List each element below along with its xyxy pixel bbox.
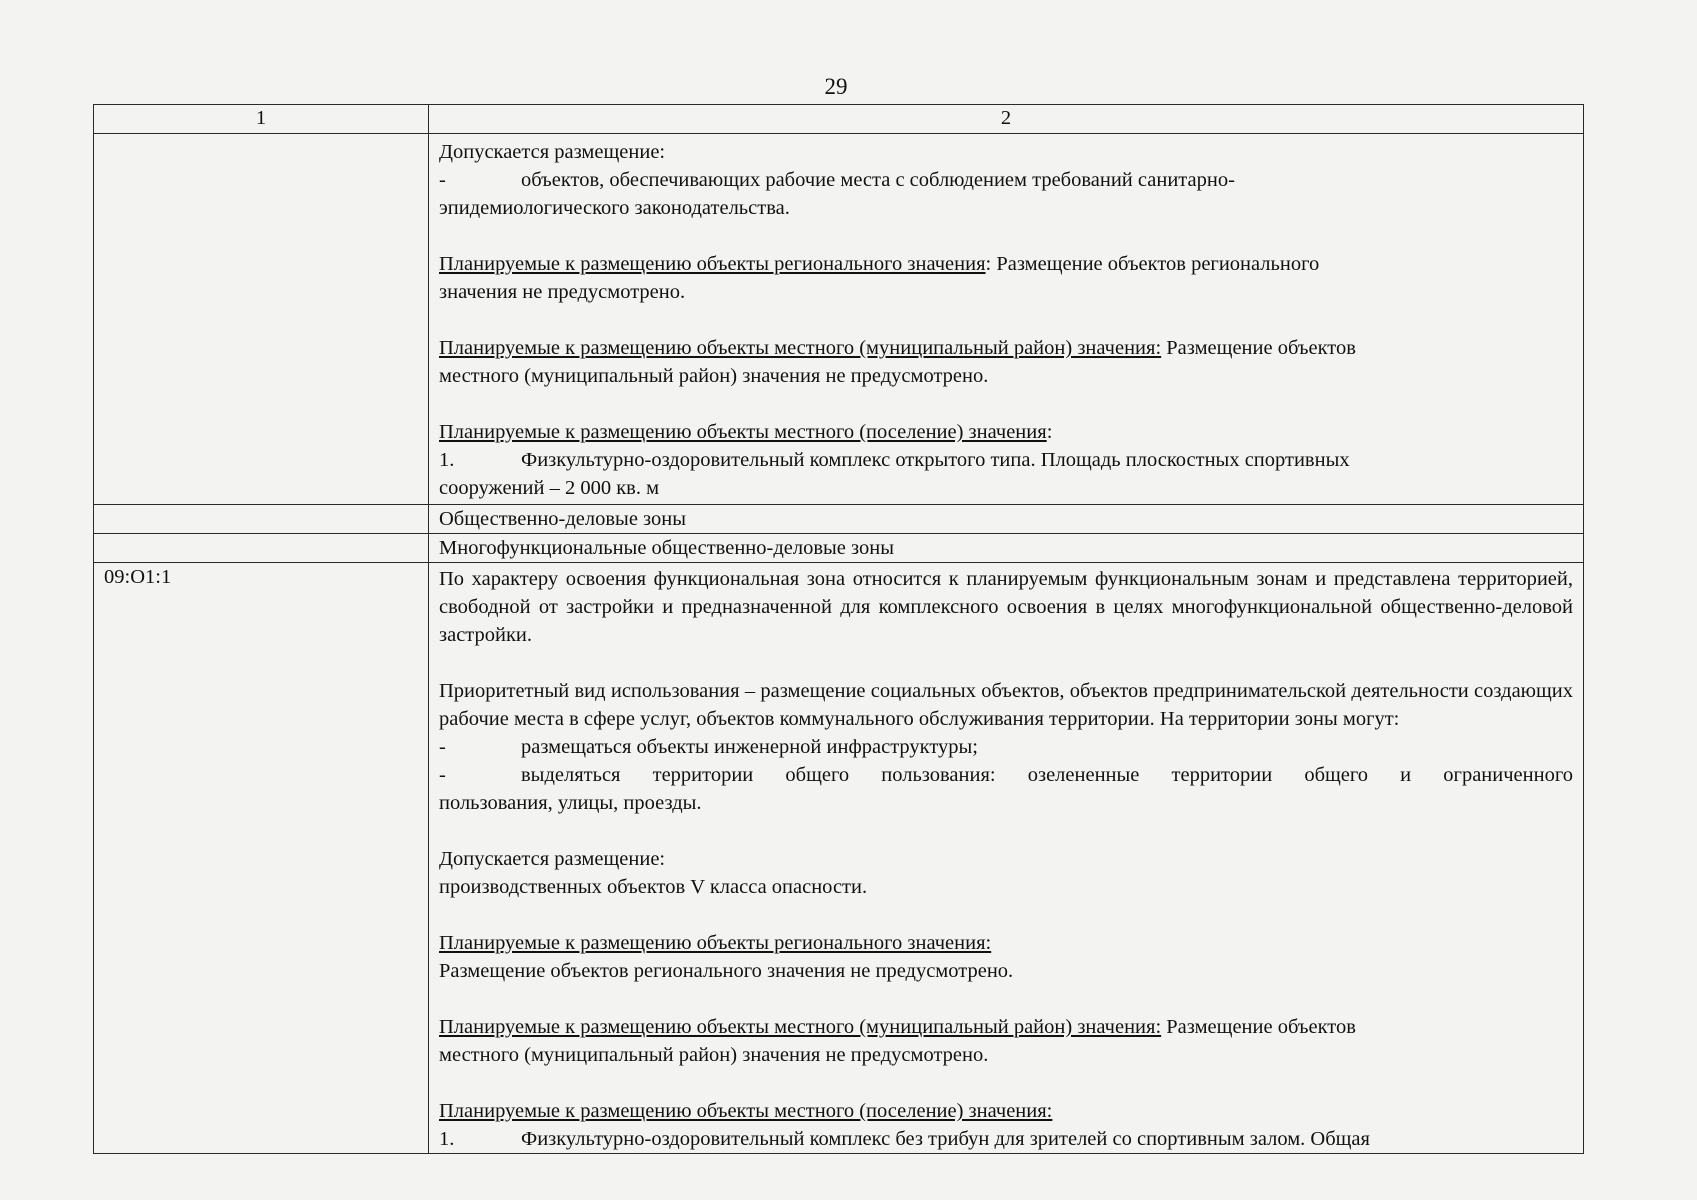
list-text: выделяться территории общего пользования: озелененные территории общего и ограниченного <box>521 764 1573 786</box>
allowed-title: Допускается размещение: <box>439 848 666 870</box>
paragraph-priority-use: Приоритетный вид использования – размещение социальных объектов, объектов предпринимательской деятельности создающих рабочие места в сфере услуг, объектов коммунального обслуживания территории. На территории зоны могут: <box>439 680 1573 730</box>
municipal-paragraph <box>439 334 1573 362</box>
zones-table <box>93 104 1584 1154</box>
settlement-paragraph <box>439 418 1573 446</box>
list-marker: - <box>439 736 446 758</box>
section-title-multifunctional: Многофункциональные общественно-деловые зоны <box>429 534 1584 563</box>
table-row <box>94 505 1584 534</box>
municipal-text-continuation: местного (муниципальный район) значения не предусмотрено. <box>439 1044 989 1066</box>
list-item <box>439 761 1573 789</box>
regional-label: Планируемые к размещению объекты регионального значения <box>439 253 986 275</box>
page-number: 29 <box>824 74 848 99</box>
list-marker: - <box>439 764 446 786</box>
row-b-code-cell <box>94 505 429 534</box>
allowed-text: производственных объектов V класса опасности. <box>439 876 868 898</box>
regional-text: : Размещение объектов регионального <box>985 253 1320 275</box>
list-item <box>439 166 1573 194</box>
list-text-continuation: эпидемиологического законодательства. <box>439 197 790 219</box>
regional-label: Планируемые к размещению объекты регионального значения: <box>439 932 992 954</box>
section-title-public-business: Общественно-деловые зоны <box>429 505 1584 534</box>
list-text: Физкультурно-оздоровительный комплекс без трибун для зрителей со спортивным залом. Общая <box>521 1128 1370 1150</box>
zone-code: 09:О1:1 <box>94 563 429 1154</box>
settlement-label: Планируемые к размещению объекты местного (поселение) значения <box>439 421 1047 443</box>
header-col-1: 1 <box>94 105 429 134</box>
list-item <box>439 1125 1573 1153</box>
list-text: размещаться объекты инженерной инфраструктуры; <box>521 736 978 758</box>
regional-text-continuation: значения не предусмотрено. <box>439 281 686 303</box>
municipal-text: Размещение объектов <box>1161 1016 1356 1038</box>
list-text: объектов, обеспечивающих рабочие места с соблюдением требований санитарно- <box>521 169 1235 191</box>
table-row <box>94 563 1584 1154</box>
list-text: Физкультурно-оздоровительный комплекс открытого типа. Площадь плоскостных спортивных <box>521 449 1350 471</box>
list-marker: 1. <box>439 449 455 471</box>
table-header-row <box>94 105 1584 134</box>
list-marker: 1. <box>439 1128 455 1150</box>
table-row <box>94 134 1584 505</box>
regional-text: Размещение объектов регионального значения не предусмотрено. <box>439 960 1014 982</box>
allowed-title: Допускается размещение: <box>439 141 666 163</box>
header-col-2: 2 <box>429 105 1584 134</box>
settlement-label: Планируемые к размещению объекты местного (поселение) значения: <box>439 1100 1053 1122</box>
list-text-continuation: сооружений – 2 000 кв. м <box>439 477 660 499</box>
list-item <box>439 446 1573 474</box>
row-a-code-cell <box>94 134 429 505</box>
regional-paragraph <box>439 250 1573 278</box>
municipal-text-continuation: местного (муниципальный район) значения не предусмотрено. <box>439 365 989 387</box>
paragraph-development: По характеру освоения функциональная зона относится к планируемым функциональным зонам и представлена территорией, свободной от застройки и предназначенной для комплексного освоения в целях многофункциональной общественно-деловой застройки. <box>439 568 1573 646</box>
municipal-label: Планируемые к размещению объекты местного (муниципальный район) значения: <box>439 1016 1162 1038</box>
municipal-label: Планируемые к размещению объекты местного (муниципальный район) значения: <box>439 337 1162 359</box>
row-c-code-cell <box>94 534 429 563</box>
table-row <box>94 534 1584 563</box>
row-a-content-cell <box>429 134 1584 505</box>
list-marker: - <box>439 169 446 191</box>
list-item <box>439 733 1573 761</box>
municipal-text: Размещение объектов <box>1161 337 1356 359</box>
municipal-paragraph <box>439 1013 1573 1041</box>
settlement-colon: : <box>1046 421 1053 443</box>
list-text-continuation: пользования, улицы, проезды. <box>439 792 702 814</box>
row-d-content-cell <box>429 563 1584 1154</box>
